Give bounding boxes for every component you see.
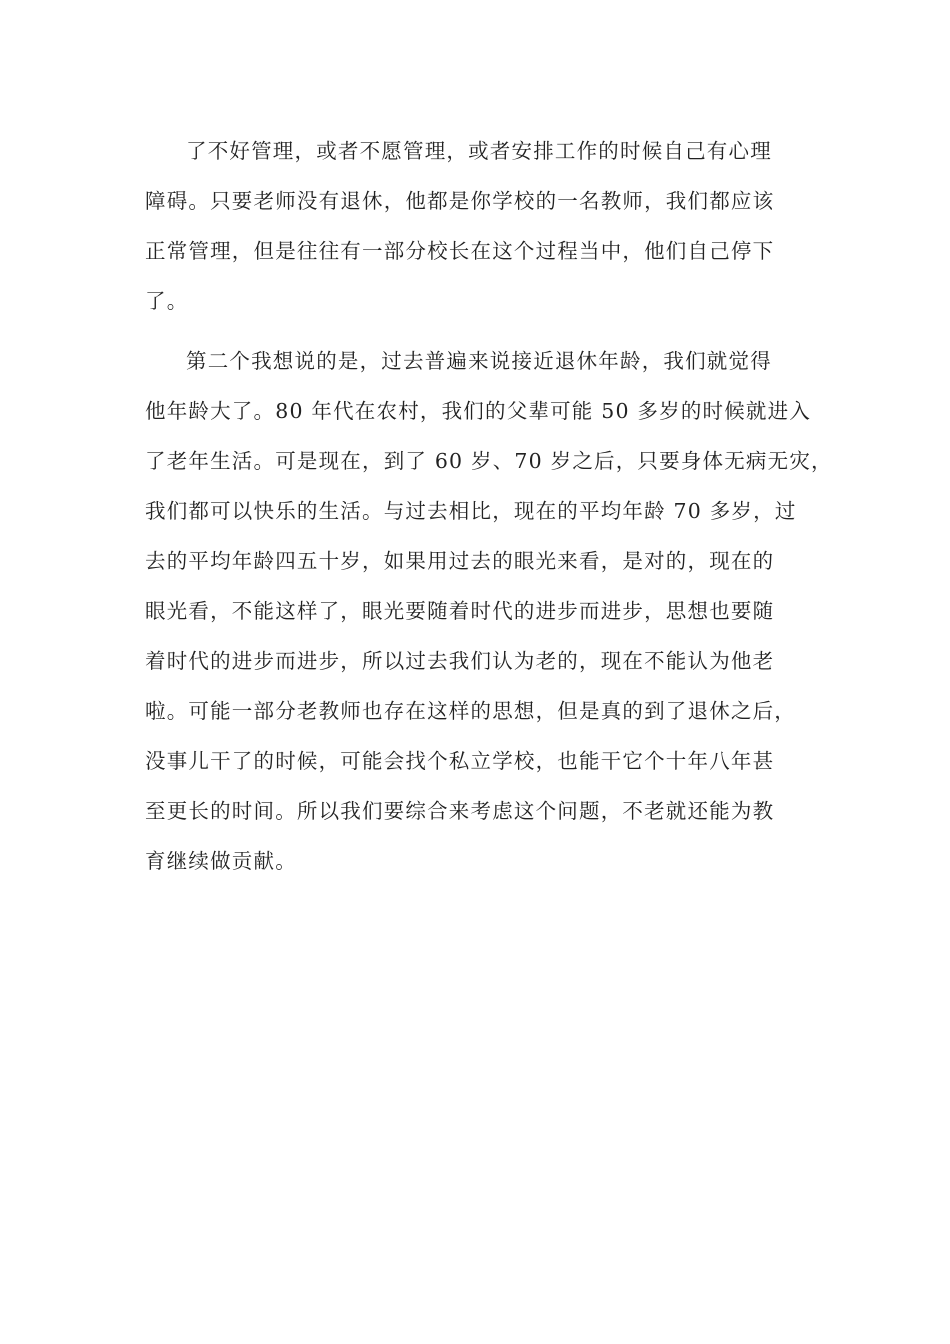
paragraph-line: 了。 [145,289,189,313]
paragraph-line: 育继续做贡献。 [145,849,297,873]
paragraph-line: 障碍。只要老师没有退休，他都是你学校的一名教师，我们都应该 [145,189,775,213]
paragraph-line: 我们都可以快乐的生活。与过去相比，现在的平均年龄 70 多岁，过 [145,499,797,523]
paragraph-line: 去的平均年龄四五十岁，如果用过去的眼光来看，是对的，现在的 [145,549,775,573]
paragraph-line: 啦。可能一部分老教师也存在这样的思想，但是真的到了退休之后， [145,699,796,723]
paragraph-line: 没事儿干了的时候，可能会找个私立学校，也能干它个十年八年甚 [145,749,775,773]
paragraph-line: 他年龄大了。80 年代在农村，我们的父辈可能 50 多岁的时候就进入 [145,399,812,423]
paragraph-2 [145,336,833,886]
paragraph-line: 至更长的时间。所以我们要综合来考虑这个问题，不老就还能为教 [145,799,775,823]
paragraph-line: 眼光看，不能这样了，眼光要随着时代的进步而进步，思想也要随 [145,599,775,623]
paragraph-1 [145,126,809,326]
paragraph-line: 了不好管理，或者不愿管理，或者安排工作的时候自己有心理 [186,139,772,163]
paragraph-line: 着时代的进步而进步，所以过去我们认为老的，现在不能认为他老 [145,649,775,673]
paragraph-line: 第二个我想说的是，过去普遍来说接近退休年龄，我们就觉得 [186,349,772,373]
paragraph-line: 正常管理，但是往往有一部分校长在这个过程当中，他们自己停下 [145,239,775,263]
paragraph-line: 了老年生活。可是现在，到了 60 岁、70 岁之后，只要身体无病无灾， [145,449,833,473]
